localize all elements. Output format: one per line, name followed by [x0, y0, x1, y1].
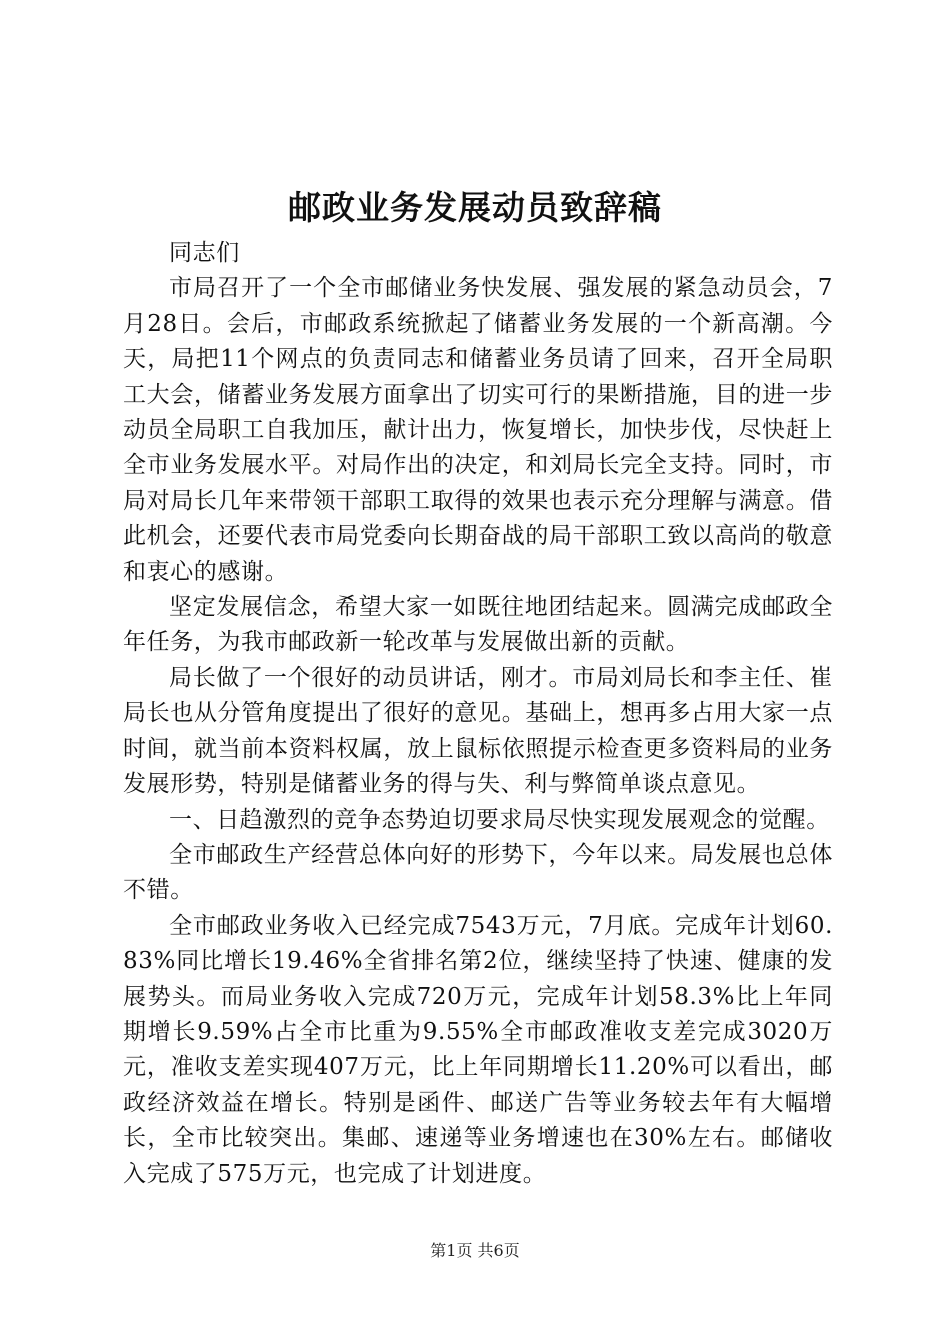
paragraph: 局长做了一个很好的动员讲话，刚才。市局刘局长和李主任、崔局长也从分管角度提出了很好的意见。基础上，想再多占用大家一点时间，就当前本资料权属，放上鼠标依照提示检查更多资料局的业务发展形势，特别是储蓄业务的得与失、利与弊简单谈点意见。 [123, 664, 833, 798]
paragraph: 全市邮政业务收入已经完成7543万元，7月底。完成年计划60.83%同比增长19.46%全省排名第2位，继续坚持了快速、健康的发展势头。而局业务收入完成720万元，完成年计划58.3%比上年同期增长9.59%占全市比重为9.55%全市邮政准收支差完成3020万元，准收支差实现407万元，比上年同期增长11.20%可以看出，邮政经济效益在增长。特别是函件、邮送广告等业务较去年有大幅增长，全市比较突出。集邮、速递等业务增速也在30%左右。邮储收入完成了575万元，也完成了计划进度。 [123, 912, 833, 1187]
paragraph: 市局召开了一个全市邮储业务快发展、强发展的紧急动员会，7月28日。会后，市邮政系统掀起了储蓄业务发展的一个新高潮。今天，局把11个网点的负责同志和储蓄业务员请了回来，召开全局职工大会，储蓄业务发展方面拿出了切实可行的果断措施，目的进一步动员全局职工自我加压，献计出力，恢复增长，加快步伐，尽快赶上全市业务发展水平。对局作出的决定，和刘局长完全支持。同时，市局对局长几年来带领干部职工取得的效果也表示充分理解与满意。借此机会，还要代表市局党委向长期奋战的局干部职工致以高尚的敬意和衷心的感谢。 [123, 275, 833, 585]
page-number-footer: 第1页 共6页 [430, 1241, 520, 1260]
paragraph: 全市邮政生产经营总体向好的形势下，今年以来。局发展也总体不错。 [123, 841, 833, 904]
salutation: 同志们 [169, 240, 240, 266]
section-heading: 一、日趋激烈的竞争态势迫切要求局尽快实现发展观念的觉醒。 [169, 806, 830, 833]
document-title: 邮政业务发展动员致辞稿 [288, 188, 662, 227]
paragraph: 坚定发展信念，希望大家一如既往地团结起来。圆满完成邮政全年任务，为我市邮政新一轮改革与发展做出新的贡献。 [123, 594, 833, 656]
document-body [123, 236, 833, 1192]
